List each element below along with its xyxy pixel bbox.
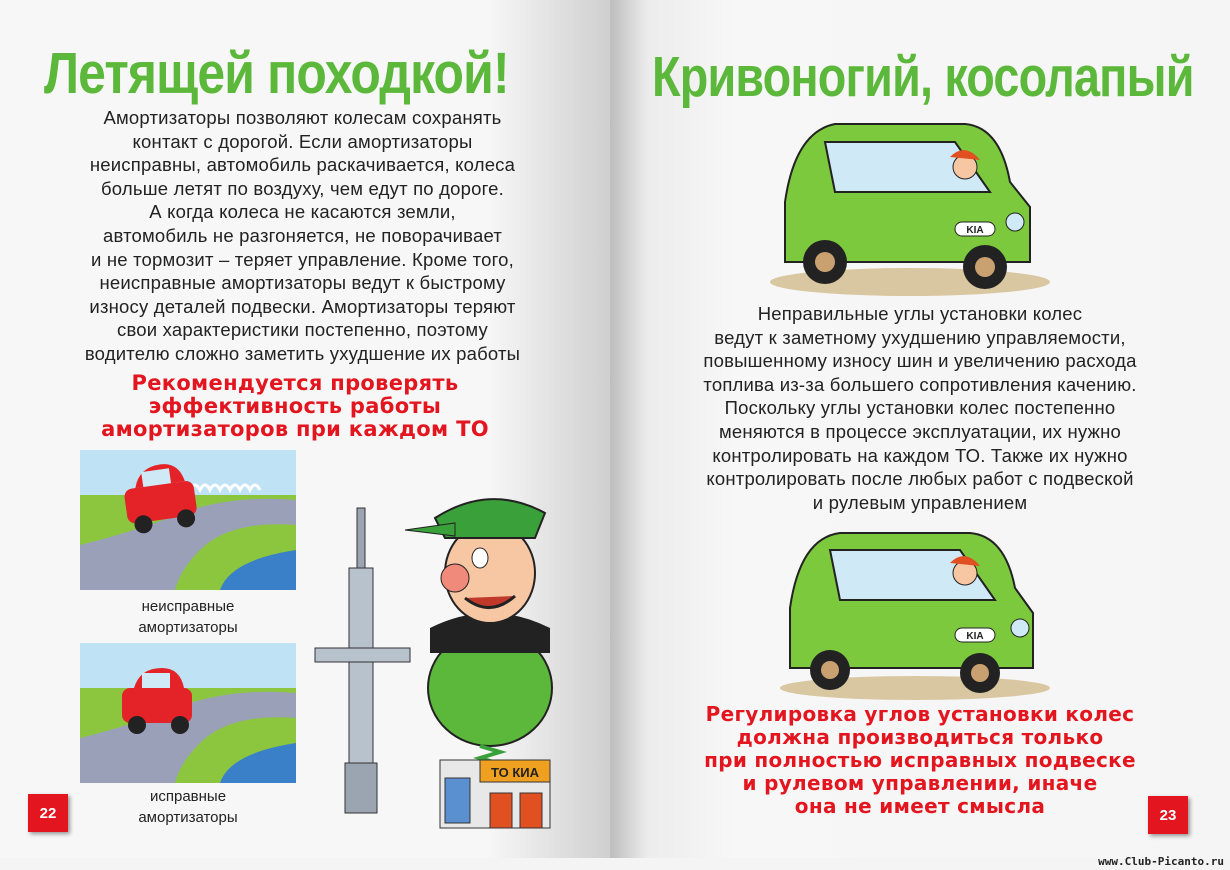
right-page-title: Кривоногий, косолапый bbox=[652, 45, 1194, 109]
highlight-line: Рекомендуется проверять bbox=[131, 371, 459, 395]
body-line: автомобиль не разгоняется, не поворачивает bbox=[102, 224, 503, 246]
body-line: водителю сложно заметить ухудшение их работы bbox=[84, 342, 521, 364]
body-line: Поскольку углы установки колес постепенно bbox=[724, 397, 1116, 419]
body-line: ведут к заметному ухудшению управляемости, bbox=[714, 326, 1126, 348]
body-line: и рулевым управлением bbox=[812, 491, 1028, 513]
caption-line: исправные bbox=[149, 788, 227, 805]
smooth-road-illustration bbox=[80, 643, 296, 783]
highlight-line: и рулевом управлении, иначе bbox=[742, 771, 1098, 795]
body-line: меняются в процессе эксплуатации, их нужно bbox=[718, 420, 1122, 442]
right-page bbox=[610, 0, 1230, 858]
right-page-number: 23 bbox=[1148, 796, 1188, 834]
body-line: и не тормозит – теряет управление. Кроме того, bbox=[90, 248, 515, 270]
body-line: Неправильные углы установки колес bbox=[757, 303, 1083, 324]
body-line: А когда колеса не касаются земли, bbox=[149, 201, 456, 223]
left-recommendation bbox=[40, 372, 550, 441]
highlight-line: должна производиться только bbox=[736, 725, 1104, 749]
bottom-green-car-illustration bbox=[775, 528, 1060, 700]
highlight-line: Регулировка углов установки колес bbox=[705, 702, 1135, 726]
left-page-title: Летящей походкой! bbox=[44, 41, 509, 106]
highlight-line: амортизаторов при каждом ТО bbox=[101, 417, 489, 441]
body-line: контролировать после любых работ с подвеской bbox=[706, 468, 1134, 490]
highlight-line: она не имеет смысла bbox=[794, 794, 1046, 818]
right-recommendation bbox=[620, 703, 1220, 818]
body-line: Амортизаторы позволяют колесам сохранять bbox=[103, 107, 502, 128]
body-line: износу деталей подвески. Амортизаторы теряют bbox=[89, 295, 516, 317]
caption-bad-shocks bbox=[88, 596, 288, 638]
body-line: повышенному износу шин и увеличению расхода bbox=[703, 350, 1137, 372]
body-line: контакт с дорогой. Если амортизаторы bbox=[132, 130, 473, 152]
caption-line: амортизаторы bbox=[138, 619, 238, 636]
right-body-text bbox=[620, 302, 1220, 514]
mechanic-with-shock-absorber-illustration bbox=[305, 478, 585, 830]
body-line: топлива из-за большего сопротивления качению. bbox=[703, 373, 1137, 395]
highlight-line: эффективность работы bbox=[148, 394, 442, 418]
bumpy-road-illustration bbox=[80, 450, 296, 590]
car-badge-bottom: KIA bbox=[966, 631, 984, 642]
body-line: свои характеристики постепенно, поэтому bbox=[117, 319, 488, 341]
body-line: неисправные амортизаторы ведут к быстрому bbox=[99, 272, 506, 294]
left-page bbox=[0, 0, 610, 858]
left-page-number: 22 bbox=[28, 794, 68, 832]
body-line: больше летят по воздуху, чем едут по дороге. bbox=[101, 177, 504, 199]
car-badge-top: KIA bbox=[966, 225, 984, 236]
caption-good-shocks bbox=[88, 786, 288, 828]
service-sign-text: ТО КИА bbox=[490, 765, 540, 780]
top-green-car-illustration bbox=[765, 112, 1055, 302]
left-body-text bbox=[30, 106, 575, 366]
body-line: неисправны, автомобиль раскачивается, колеса bbox=[89, 154, 516, 176]
caption-line: неисправные bbox=[141, 598, 235, 615]
website-watermark: www.Club-Picanto.ru bbox=[1098, 855, 1224, 868]
caption-line: амортизаторы bbox=[138, 809, 238, 826]
highlight-line: при полностью исправных подвеске bbox=[704, 748, 1136, 772]
body-line: контролировать на каждом ТО. Также их нужно bbox=[712, 444, 1128, 466]
